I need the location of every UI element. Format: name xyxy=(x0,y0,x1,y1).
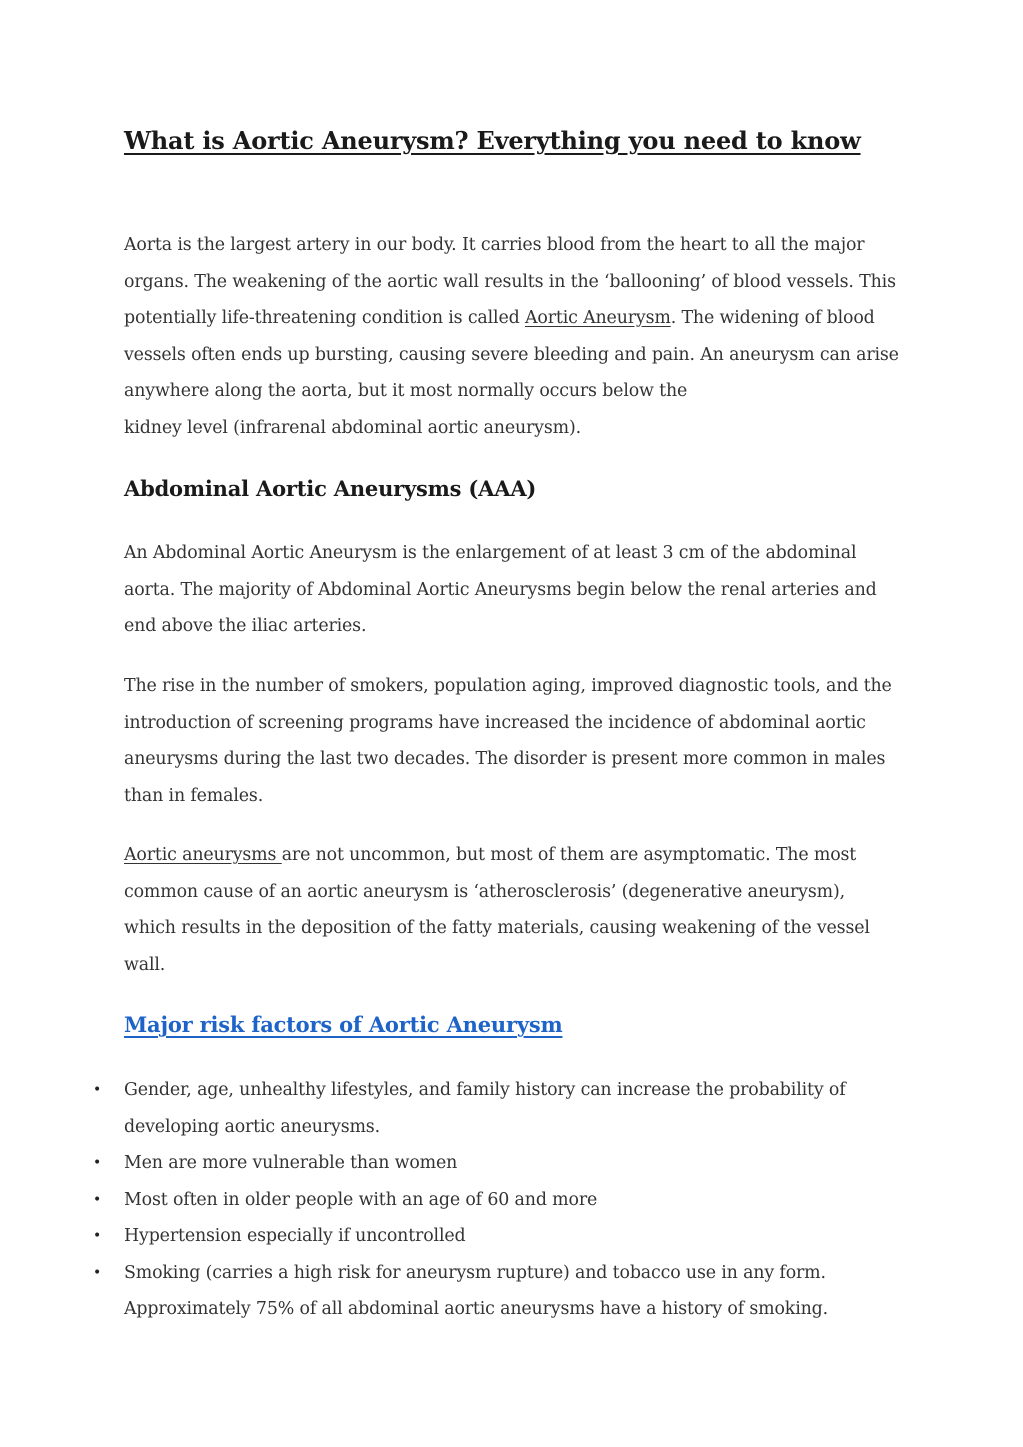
aaa-paragraph-1 xyxy=(124,535,914,645)
text-line: aneurysms during the last two decades. The disorder is present more common in males xyxy=(124,749,886,769)
text-line: organs. The weakening of the aortic wall results in the ‘ballooning’ of blood vessels. This xyxy=(124,271,896,292)
text-line: end above the iliac arteries. xyxy=(124,616,367,636)
text-span: potentially life-threatening condition is called xyxy=(124,308,525,328)
list-item xyxy=(93,1072,914,1145)
bullet-icon: • xyxy=(93,1191,102,1208)
text-line: wall. xyxy=(124,954,166,975)
text-line xyxy=(124,837,914,874)
bullet-icon: • xyxy=(93,1264,102,1281)
text-line: introduction of screening programs have increased the incidence of abdominal aortic xyxy=(124,712,866,733)
risk-factors-heading-link[interactable]: Major risk factors of Aortic Aneurysm xyxy=(124,1012,563,1037)
bullet-icon: • xyxy=(93,1228,102,1244)
text-line: common cause of an aortic aneurysm is ‘atherosclerosis’ (degenerative aneurysm), xyxy=(124,881,845,902)
text-line: developing aortic aneurysms. xyxy=(124,1116,380,1137)
text-line: Approximately 75% of all abdominal aortic aneurysms have a history of smoking. xyxy=(124,1299,829,1319)
text-span: are not uncommon, but most of them are asymptomatic. The most xyxy=(281,845,857,865)
intro-paragraph xyxy=(124,227,914,446)
text-line: An Abdominal Aortic Aneurysm is the enlargement of at least 3 cm of the abdominal xyxy=(124,543,857,563)
list-item xyxy=(93,1182,914,1219)
text-line: Most often in older people with an age of 60 and more xyxy=(124,1189,598,1210)
text-line: The rise in the number of smokers, population aging, improved diagnostic tools, and the xyxy=(124,676,892,696)
bullet-icon: • xyxy=(93,1082,102,1098)
text-line: which results in the deposition of the fatty materials, causing weakening of the vessel xyxy=(124,918,870,938)
text-line: anywhere along the aorta, but it most normally occurs below the xyxy=(124,381,688,401)
text-line: Hypertension especially if uncontrolled xyxy=(124,1226,466,1246)
aortic-aneurysm-link[interactable]: Aortic Aneurysm xyxy=(524,308,671,328)
aortic-aneurysms-link[interactable]: Aortic aneurysms xyxy=(124,845,282,865)
list-item xyxy=(93,1145,914,1182)
text-line: vessels often ends up bursting, causing severe bleeding and pain. An aneurysm can arise xyxy=(124,344,899,365)
text-line: Smoking (carries a high risk for aneurysm rupture) and tobacco use in any form. xyxy=(124,1262,826,1283)
text-line: aorta. The majority of Abdominal Aortic Aneurysms begin below the renal arteries and xyxy=(124,579,877,600)
risk-factors-list xyxy=(93,1072,914,1328)
text-line xyxy=(124,300,914,337)
text-line: Men are more vulnerable than women xyxy=(124,1153,458,1173)
section-heading-aaa: Abdominal Aortic Aneurysms (AAA) xyxy=(124,476,537,501)
text-line: kidney level (infrarenal abdominal aortic aneurysm). xyxy=(124,417,581,438)
text-line: Aorta is the largest artery in our body. It carries blood from the heart to all the major xyxy=(124,235,865,255)
text-span: . The widening of blood xyxy=(670,308,875,328)
list-item xyxy=(93,1255,914,1328)
text-line: Gender, age, unhealthy lifestyles, and family history can increase the probability of xyxy=(124,1080,846,1100)
text-line: than in females. xyxy=(124,785,264,806)
page-title: What is Aortic Aneurysm? Everything you need to know xyxy=(124,126,861,155)
bullet-icon: • xyxy=(93,1155,102,1171)
aaa-paragraph-3 xyxy=(124,837,914,983)
list-item xyxy=(93,1218,914,1255)
aaa-paragraph-2 xyxy=(124,668,914,814)
